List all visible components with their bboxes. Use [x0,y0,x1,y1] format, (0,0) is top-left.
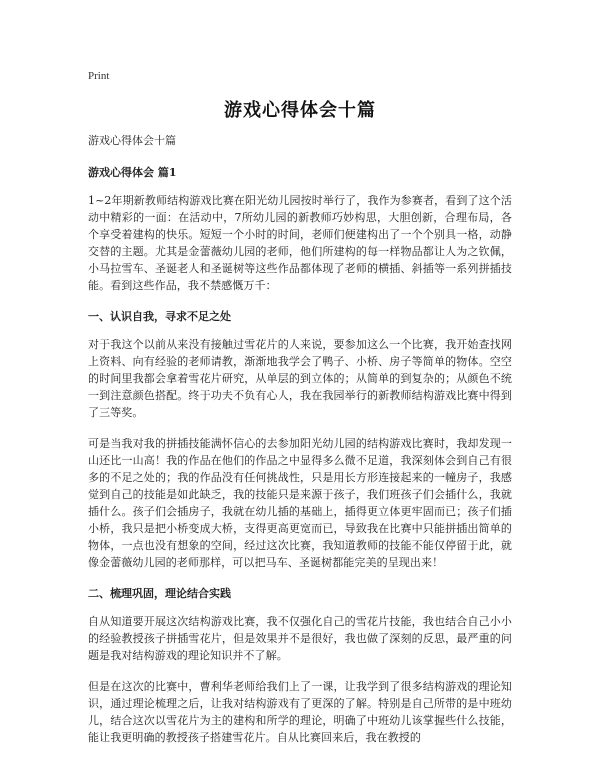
section-1-paragraph-1: 对于我这个以前从来没有接触过雪花片的人来说，要参加这么一个比赛，我开始查找网上资料、向有经验的老师请教，渐渐地我学会了鸭子、小桥、房子等简单的物体。空空的时间里我都会拿着雪花片研究，从单层的到立体的；从简单的到复杂的；从颜色不统一到注意颜色搭配。终于功夫不负有心人，我在我园举行的新教师结构游戏比赛中得到了三等奖。 [88,338,512,419]
section-2-heading: 二、梳理巩固，理论结合实践 [88,587,231,600]
intro-paragraph: 1~2年期新教师结构游戏比赛在阳光幼儿园按时举行了，我作为参赛者，看到了这个活动中精彩的一面：在活动中，7所幼儿园的新教师巧妙构思，大胆创新，合理布局，各个享受着建构的快乐。短短一个小时的时间，老师们便建构出了一个个别具一格，动静交替的主题。尤其是金蕾薇幼儿园的老师，他们所建构的每一样物品都让人为之钦佩，小马拉雪车、圣诞老人和圣诞树等这些作品都体现了老师的横插、斜插等一系列拼插技能。看到这些作品，我不禁感慨万千： [88,194,512,292]
document-subtitle: 游戏心得体会十篇 [88,134,176,147]
article-heading: 游戏心得体会 篇1 [88,166,177,179]
document-content [88,132,512,760]
document-title: 游戏心得体会十篇 [224,100,376,121]
section-2-paragraph-1: 自从知道要开展这次结构游戏比赛，我不仅强化自己的雪花片技能，我也结合自己小小的经验教授孩子拼插雪花片，但是效果并不是很好，我也做了深刻的反思，最严重的问题是我对结构游戏的理论知识并不了解。 [88,615,512,662]
print-label[interactable]: Print [88,70,110,82]
section-2-paragraph-2: 但是在这次的比赛中，曹利华老师给我们上了一课，让我学到了很多结构游戏的理论知识，通过理论梳理之后，让我对结构游戏有了更深的了解。特别是自己所带的是中班幼儿，结合这次以雪花片为主的建构和所学的理论，明确了中班幼儿该掌握些什么技能，能让我更明确的教授孩子搭建雪花片。自从比赛回来后，我在教授的 [88,680,512,744]
section-1-paragraph-2: 可是当我对我的拼插技能满怀信心的去参加阳光幼儿园的结构游戏比赛时，我却发现一山还比一山高！我的作品在他们的作品之中显得多么微不足道，我深刻体会到自己有很多的不足之处的；我的作品没有任何挑战性，只是用长方形连接起来的一幢房子，我感觉到自己的技能是如此缺乏，我的技能只是来源于孩子，我们班孩子们会插什么，我就插什么。孩子们会插房子，我就在幼儿插的基础上，插得更立体更牢固而已；孩子们插小桥，我只是把小桥变成大桥，支得更高更宽而已，导致我在比赛中只能拼插出简单的物体，一点也没有想象的空间，经过这次比赛，我知道教师的技能不能仅停留于此，就像金蕾薇幼儿园的老师那样，可以把马车、圣诞树都能完美的呈现出来！ [88,437,512,569]
section-1-heading: 一、认识自我，寻求不足之处 [88,310,231,323]
